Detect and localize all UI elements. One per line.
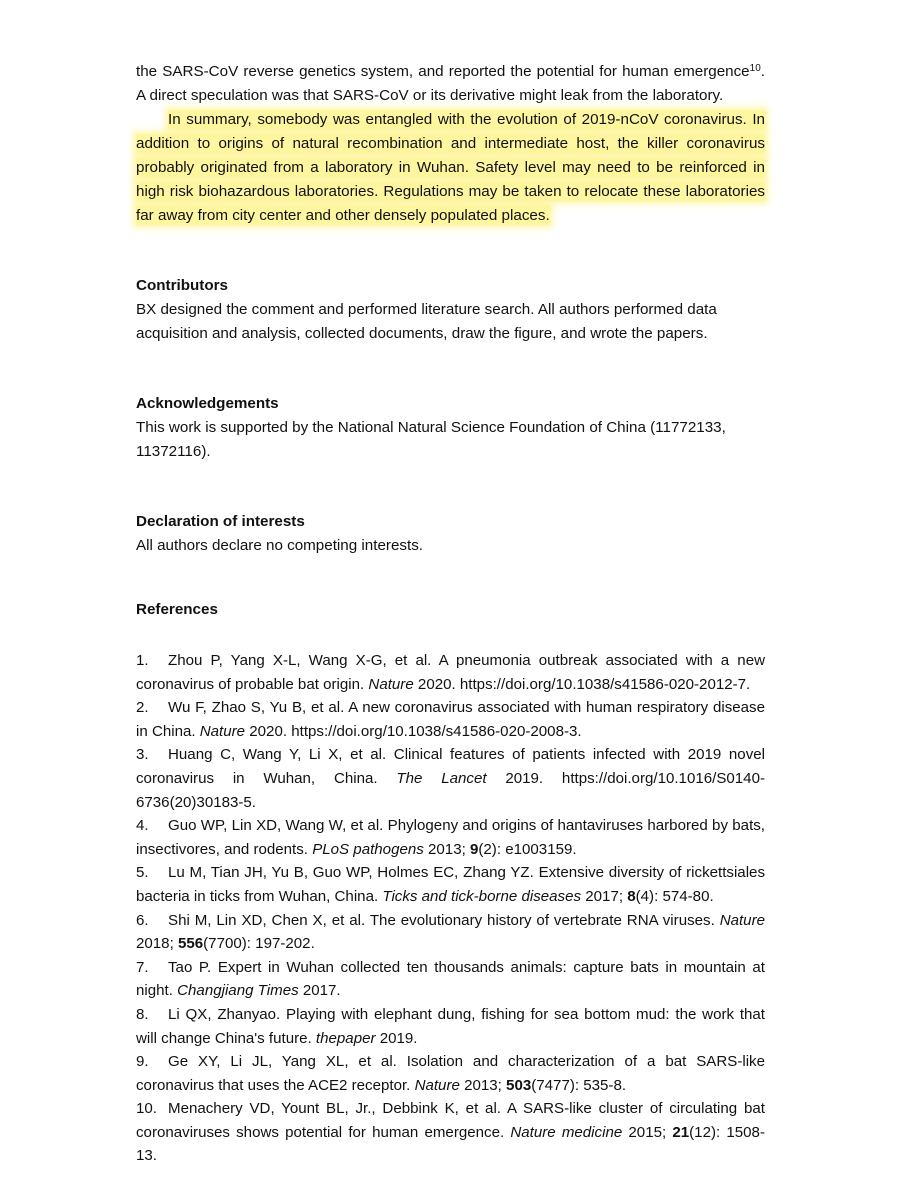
reference-details: 2020. https://doi.org/10.1038/s41586-020-2012-7. (413, 675, 751, 693)
reference-item (136, 1097, 765, 1168)
declaration-text: All authors declare no competing interests. (136, 537, 424, 554)
reference-item (136, 909, 765, 956)
reference-text: Huang C, Wang Y, Li X, et al. Clinical features of patients infected with 2019 novel coronavirus in Wuhan, China. (136, 746, 765, 787)
document-body (136, 60, 765, 1168)
reference-journal: Nature (199, 722, 246, 740)
reference-number: 3. (136, 746, 149, 764)
citation-superscript: 10 (749, 63, 761, 74)
reference-number: 4. (136, 817, 149, 835)
reference-details: 2020. https://doi.org/10.1038/s41586-020-2008-3. (245, 722, 582, 740)
contributors-heading: Contributors (136, 277, 228, 294)
reference-volume: 9 (469, 840, 479, 858)
reference-details: 2017; (581, 887, 628, 905)
references-heading: References (136, 601, 218, 618)
reference-item (136, 1050, 765, 1097)
acknowledgements-section (136, 392, 765, 464)
reference-text: Wu F, Zhao S, Yu B, et al. A new coronavirus associated with human respiratory disease in China. (136, 699, 765, 740)
reference-text: Tao P. Expert in Wuhan collected ten thousands animals: capture bats in mountain at night. (136, 958, 765, 1000)
reference-journal: thepaper (315, 1029, 376, 1047)
reference-item (136, 743, 765, 814)
reference-number: 9. (136, 1053, 149, 1071)
reference-text: Li QX, Zhanyao. Playing with elephant dung, fishing for sea bottom mud: the work that will change China's future. (136, 1005, 765, 1047)
reference-journal: PLoS pathogens (312, 840, 424, 858)
intro-paragraph (136, 60, 765, 108)
reference-item (136, 861, 765, 908)
reference-details: 2019. https://doi.org/10.1016/S0140-6736(20)30183-5. (136, 769, 765, 811)
reference-text: Shi M, Lin XD, Chen X, et al. The evolutionary history of vertebrate RNA viruses. (168, 911, 720, 929)
contributors-text: BX designed the comment and performed literature search. All authors performed data acquisition and analysis, collected documents, draw the figure, and wrote the papers. (136, 301, 717, 342)
reference-details: 2013; (423, 840, 470, 858)
reference-volume: 21 (672, 1123, 690, 1141)
reference-details: 2018; (136, 935, 178, 953)
reference-number: 7. (136, 958, 149, 976)
reference-journal: Nature (414, 1076, 460, 1094)
reference-item (136, 814, 765, 861)
reference-number: 8. (136, 1005, 149, 1023)
reference-details: 2015; (622, 1123, 673, 1141)
reference-pages: (2): e1003159. (478, 840, 577, 858)
intro-text-a: the SARS-CoV reverse genetics system, and reported the potential for human emergence (136, 63, 750, 80)
reference-volume: 503 (506, 1076, 532, 1094)
reference-journal: Changjiang Times (177, 982, 299, 1000)
reference-number: 6. (136, 911, 149, 929)
intro-text-b: . A direct speculation was that SARS-CoV or its derivative might leak from the laboratory. (136, 63, 765, 104)
reference-details: 2017. (298, 982, 341, 1000)
reference-journal: Ticks and tick-borne diseases (382, 887, 582, 905)
reference-item (136, 1003, 765, 1050)
reference-pages: (7477): 535-8. (531, 1076, 627, 1094)
declaration-section (136, 510, 765, 558)
reference-details: 2013; (459, 1076, 507, 1094)
declaration-heading: Declaration of interests (136, 513, 305, 530)
reference-text: Menachery VD, Yount BL, Jr., Debbink K, et al. A SARS-like cluster of circulating bat coronaviruses shows potential for human emergence. (136, 1100, 765, 1141)
reference-item (136, 956, 765, 1003)
reference-number: 2. (136, 699, 149, 717)
references-section (136, 598, 765, 1168)
reference-number: 1. (136, 652, 149, 669)
reference-journal: Nature medicine (510, 1123, 623, 1141)
reference-number: 5. (136, 864, 149, 882)
reference-item (136, 696, 765, 743)
summary-paragraph (136, 108, 765, 228)
reference-text: Lu M, Tian JH, Yu B, Guo WP, Holmes EC, Zhang YZ. Extensive diversity of rickettsiales bacteria in ticks from Wuhan, China. (136, 864, 765, 905)
contributors-section (136, 274, 765, 346)
reference-text: Guo WP, Lin XD, Wang W, et al. Phylogeny and origins of hantaviruses harbored by bats, insectivores, and rodents. (136, 817, 765, 858)
reference-pages: (12): 1508-13. (136, 1123, 765, 1165)
reference-pages: (7700): 197-202. (203, 935, 315, 953)
reference-volume: 556 (177, 935, 204, 953)
reference-item (136, 649, 765, 696)
acknowledgements-heading: Acknowledgements (136, 395, 279, 412)
references-list (136, 649, 765, 1168)
reference-pages: (4): 574-80. (635, 887, 714, 905)
reference-details: 2019. (375, 1029, 418, 1047)
reference-journal: The Lancet (396, 769, 487, 787)
reference-journal: Nature (719, 911, 765, 929)
reference-text: Ge XY, Li JL, Yang XL, et al. Isolation and characterization of a bat SARS-like coronavirus that uses the ACE2 receptor. (136, 1053, 765, 1094)
acknowledgements-text: This work is supported by the National Natural Science Foundation of China (11772133, 11372116). (136, 419, 726, 460)
summary-highlighted-text: In summary, somebody was entangled with the evolution of 2019-nCoV coronavirus. In addition to origins of natural recombination and intermediate host, the killer coronavirus probably originated from a laboratory in Wuhan. Safety level may need to be reinforced in high risk biohazardous laboratories. Regulations may be taken to relocate these laboratories far away from city center and other densely populated places. (136, 111, 765, 224)
reference-volume: 8 (627, 887, 636, 905)
reference-text: Zhou P, Yang X-L, Wang X-G, et al. A pneumonia outbreak associated with a new coronavirus of probable bat origin. (136, 652, 765, 693)
reference-journal: Nature (368, 675, 414, 693)
reference-number: 10. (136, 1100, 157, 1118)
